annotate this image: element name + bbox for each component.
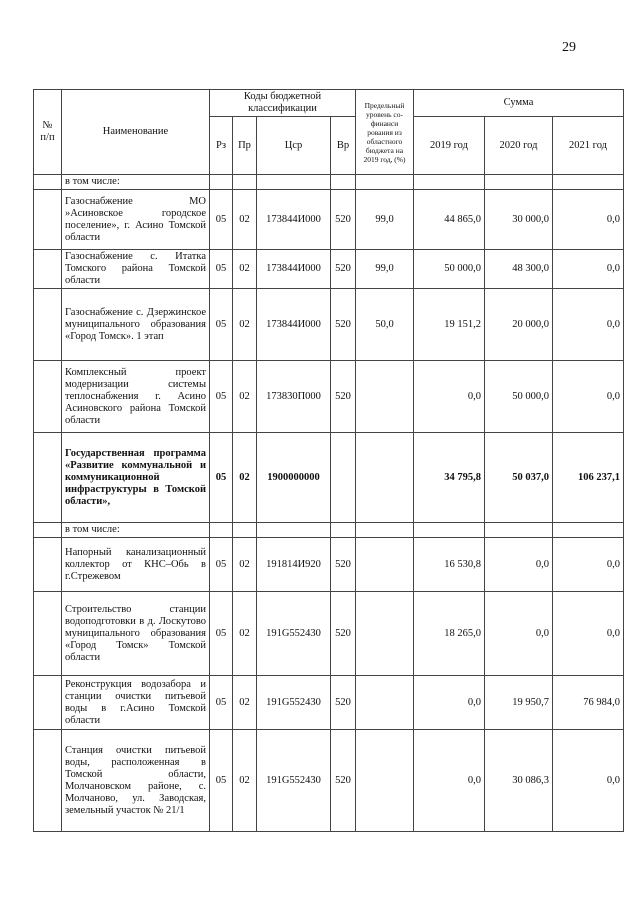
cell-num <box>34 361 62 433</box>
cell-csr: 173844И000 <box>257 289 331 361</box>
cell-name: Газоснабжение МО »Асиновское городское поселение», г. Асино Томской области <box>62 190 210 250</box>
cell-num <box>34 433 62 523</box>
header-vr: Вр <box>331 117 356 175</box>
cell-cofinancing <box>356 175 414 190</box>
cell-2019 <box>414 175 485 190</box>
cell-2021: 0,0 <box>553 250 624 289</box>
header-num: № п/п <box>34 90 62 175</box>
cell-name: Государственная программа «Развитие коммунальной и коммуникационной инфраструктуры в Томской области», <box>62 433 210 523</box>
cell-rz: 05 <box>210 289 233 361</box>
cell-2020: 30 000,0 <box>485 190 553 250</box>
cell-csr: 191G552430 <box>257 676 331 730</box>
table-row <box>34 250 624 289</box>
cell-rz: 05 <box>210 250 233 289</box>
cell-vr: 520 <box>331 676 356 730</box>
cell-num <box>34 592 62 676</box>
cell-name: Напорный канализационный коллектор от КНС–Обь в г.Стрежевом <box>62 538 210 592</box>
page-number: 29 <box>562 40 576 55</box>
cell-2020: 20 000,0 <box>485 289 553 361</box>
cell-2020: 0,0 <box>485 538 553 592</box>
cell-2020: 19 950,7 <box>485 676 553 730</box>
cell-pr: 02 <box>233 361 257 433</box>
cell-csr: 191G552430 <box>257 730 331 832</box>
cell-2021: 0,0 <box>553 538 624 592</box>
cell-num <box>34 190 62 250</box>
header-sum-group: Сумма <box>414 90 624 117</box>
cell-num <box>34 250 62 289</box>
cell-num <box>34 730 62 832</box>
cell-csr: 173844И000 <box>257 250 331 289</box>
cell-name: Комплексный проект модернизации системы теплоснабжения г. Асино Асиновского района Томской области <box>62 361 210 433</box>
cell-2020 <box>485 175 553 190</box>
header-cofinancing: Предельный уровень со-финанси рования из областного бюджета на 2019 год, (%) <box>356 90 414 175</box>
cell-vr <box>331 175 356 190</box>
table-row <box>34 433 624 523</box>
cell-pr: 02 <box>233 676 257 730</box>
table-row <box>34 592 624 676</box>
cell-2019: 44 865,0 <box>414 190 485 250</box>
cell-2019: 0,0 <box>414 730 485 832</box>
cell-rz: 05 <box>210 190 233 250</box>
table-row <box>34 538 624 592</box>
cell-cofinancing <box>356 523 414 538</box>
table-row <box>34 523 624 538</box>
cell-vr: 520 <box>331 361 356 433</box>
cell-name: Газоснабжение с. Дзержинское муниципального образования «Город Томск». 1 этап <box>62 289 210 361</box>
cell-2021 <box>553 523 624 538</box>
cell-csr: 173844И000 <box>257 190 331 250</box>
cell-2019: 18 265,0 <box>414 592 485 676</box>
cell-vr: 520 <box>331 538 356 592</box>
cell-csr: 1900000000 <box>257 433 331 523</box>
cell-name: Станция очистки питьевой воды, расположенная в Томской области, Молчановском районе, с. Молчаново, ул. Заводская, земельный участок № 21/1 <box>62 730 210 832</box>
cell-2021: 106 237,1 <box>553 433 624 523</box>
cell-pr: 02 <box>233 190 257 250</box>
cell-vr: 520 <box>331 190 356 250</box>
cell-cofinancing: 50,0 <box>356 289 414 361</box>
table-row <box>34 730 624 832</box>
cell-pr: 02 <box>233 433 257 523</box>
cell-name: Строительство станции водоподготовки в д. Лоскутово муниципального образования «Город Томск» Томской области <box>62 592 210 676</box>
cell-csr: 191814И920 <box>257 538 331 592</box>
cell-2019: 16 530,8 <box>414 538 485 592</box>
cell-vr <box>331 523 356 538</box>
cell-2020: 50 037,0 <box>485 433 553 523</box>
cell-csr: 173830П000 <box>257 361 331 433</box>
cell-cofinancing <box>356 676 414 730</box>
cell-2019: 0,0 <box>414 676 485 730</box>
cell-2019: 50 000,0 <box>414 250 485 289</box>
cell-num <box>34 523 62 538</box>
cell-name: Реконструкция водозабора и станции очистки питьевой воды в г.Асино Томской области <box>62 676 210 730</box>
cell-rz: 05 <box>210 676 233 730</box>
header-2021: 2021 год <box>553 117 624 175</box>
cell-rz: 05 <box>210 538 233 592</box>
cell-pr <box>233 523 257 538</box>
cell-cofinancing <box>356 592 414 676</box>
cell-2019: 19 151,2 <box>414 289 485 361</box>
cell-pr: 02 <box>233 592 257 676</box>
cell-2020: 30 086,3 <box>485 730 553 832</box>
cell-2021: 0,0 <box>553 730 624 832</box>
table-row <box>34 175 624 190</box>
cell-2020: 0,0 <box>485 592 553 676</box>
cell-name: Газоснабжение с. Итатка Томского района Томской области <box>62 250 210 289</box>
cell-cofinancing <box>356 361 414 433</box>
table-body <box>34 175 624 832</box>
cell-cofinancing <box>356 538 414 592</box>
budget-table <box>33 89 624 832</box>
cell-pr: 02 <box>233 730 257 832</box>
cell-2019: 34 795,8 <box>414 433 485 523</box>
cell-2021: 0,0 <box>553 361 624 433</box>
cell-2019 <box>414 523 485 538</box>
cell-pr: 02 <box>233 250 257 289</box>
header-2020: 2020 год <box>485 117 553 175</box>
cell-num <box>34 289 62 361</box>
cell-rz: 05 <box>210 730 233 832</box>
cell-cofinancing: 99,0 <box>356 250 414 289</box>
cell-vr: 520 <box>331 592 356 676</box>
table-row <box>34 190 624 250</box>
cell-rz: 05 <box>210 592 233 676</box>
cell-rz: 05 <box>210 433 233 523</box>
cell-pr <box>233 175 257 190</box>
cell-2021: 0,0 <box>553 592 624 676</box>
cell-pr: 02 <box>233 289 257 361</box>
cell-csr: 191G552430 <box>257 592 331 676</box>
cell-cofinancing <box>356 730 414 832</box>
cell-2021: 0,0 <box>553 289 624 361</box>
cell-vr <box>331 433 356 523</box>
table-row <box>34 676 624 730</box>
cell-pr: 02 <box>233 538 257 592</box>
header-pr: Пр <box>233 117 257 175</box>
cell-2021: 76 984,0 <box>553 676 624 730</box>
cell-2019: 0,0 <box>414 361 485 433</box>
cell-num <box>34 175 62 190</box>
cell-2020 <box>485 523 553 538</box>
header-name: Наименование <box>62 90 210 175</box>
cell-2020: 48 300,0 <box>485 250 553 289</box>
cell-cofinancing: 99,0 <box>356 190 414 250</box>
header-csr: Цср <box>257 117 331 175</box>
cell-vr: 520 <box>331 730 356 832</box>
cell-csr <box>257 523 331 538</box>
cell-rz <box>210 175 233 190</box>
table-row <box>34 289 624 361</box>
header-codes-group: Коды бюджетной классификации <box>210 90 356 117</box>
cell-2020: 50 000,0 <box>485 361 553 433</box>
cell-rz: 05 <box>210 361 233 433</box>
cell-csr <box>257 175 331 190</box>
cell-vr: 520 <box>331 250 356 289</box>
subheading-including: в том числе: <box>62 175 210 190</box>
cell-vr: 520 <box>331 289 356 361</box>
header-2019: 2019 год <box>414 117 485 175</box>
cell-rz <box>210 523 233 538</box>
subheading-including: в том числе: <box>62 523 210 538</box>
cell-2021: 0,0 <box>553 190 624 250</box>
cell-2021 <box>553 175 624 190</box>
cell-num <box>34 538 62 592</box>
header-rz: Рз <box>210 117 233 175</box>
table-row <box>34 361 624 433</box>
cell-cofinancing <box>356 433 414 523</box>
cell-num <box>34 676 62 730</box>
